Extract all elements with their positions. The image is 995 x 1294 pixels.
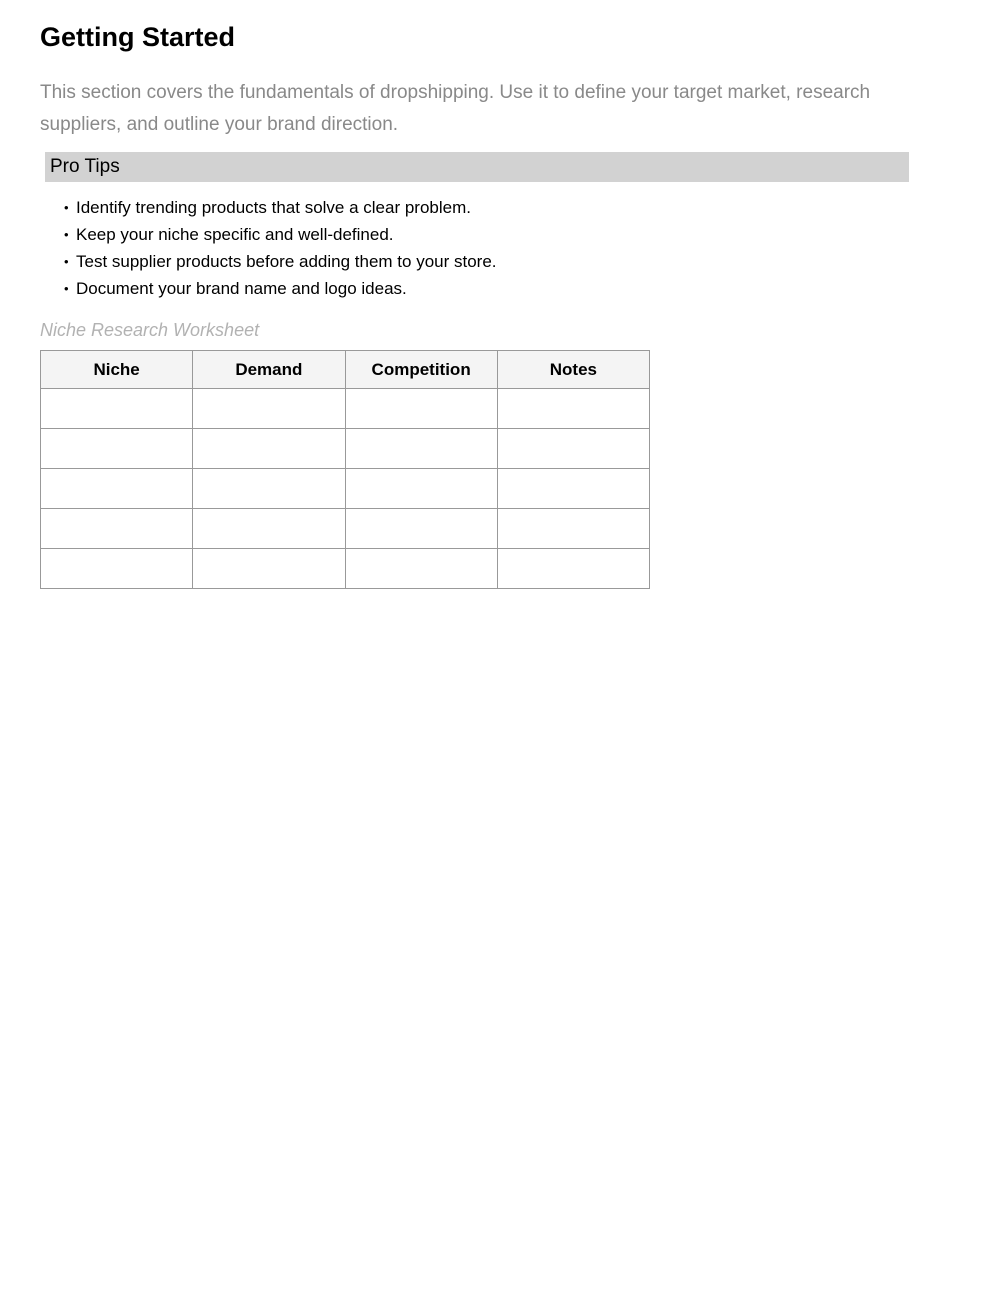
table-cell [41, 469, 193, 509]
table-header-cell: Niche [41, 351, 193, 389]
table-cell [193, 549, 345, 589]
page-title: Getting Started [40, 22, 236, 52]
table-cell [345, 389, 497, 429]
tip-item: • Keep your niche specific and well-defined. [64, 221, 955, 248]
pro-tips-heading: Pro Tips [50, 156, 120, 177]
tip-item: • Document your brand name and logo ideas. [64, 275, 955, 302]
table-cell [345, 429, 497, 469]
table-cell [497, 469, 649, 509]
tip-item: • Test supplier products before adding them to your store. [64, 248, 955, 275]
table-cell [497, 429, 649, 469]
pro-tips-list [40, 194, 955, 302]
table-cell [345, 549, 497, 589]
table-cell [193, 389, 345, 429]
table-row [41, 429, 650, 469]
table-row [41, 549, 650, 589]
table-header-cell: Notes [497, 351, 649, 389]
table-row [41, 469, 650, 509]
tip-item: • Identify trending products that solve a clear problem. [64, 194, 955, 221]
table-cell [41, 429, 193, 469]
table-body [41, 389, 650, 589]
table-cell [193, 469, 345, 509]
table-cell [497, 389, 649, 429]
worksheet-caption: Niche Research Worksheet [40, 320, 260, 340]
niche-research-table [40, 350, 650, 589]
table-row [41, 509, 650, 549]
table-cell [193, 429, 345, 469]
table-cell [497, 509, 649, 549]
table-header-cell: Demand [193, 351, 345, 389]
table-header-cell: Competition [345, 351, 497, 389]
table-cell [345, 509, 497, 549]
table-cell [345, 469, 497, 509]
table-cell [41, 509, 193, 549]
table-row [41, 389, 650, 429]
table-cell [41, 389, 193, 429]
table-cell [193, 509, 345, 549]
table-cell [497, 549, 649, 589]
intro-paragraph: This section covers the fundamentals of dropshipping. Use it to define your target market, research suppliers, and outline your brand direction. [40, 82, 871, 135]
table-cell [41, 549, 193, 589]
pro-tips-header-bar [45, 152, 909, 182]
table-header-row [41, 351, 650, 389]
